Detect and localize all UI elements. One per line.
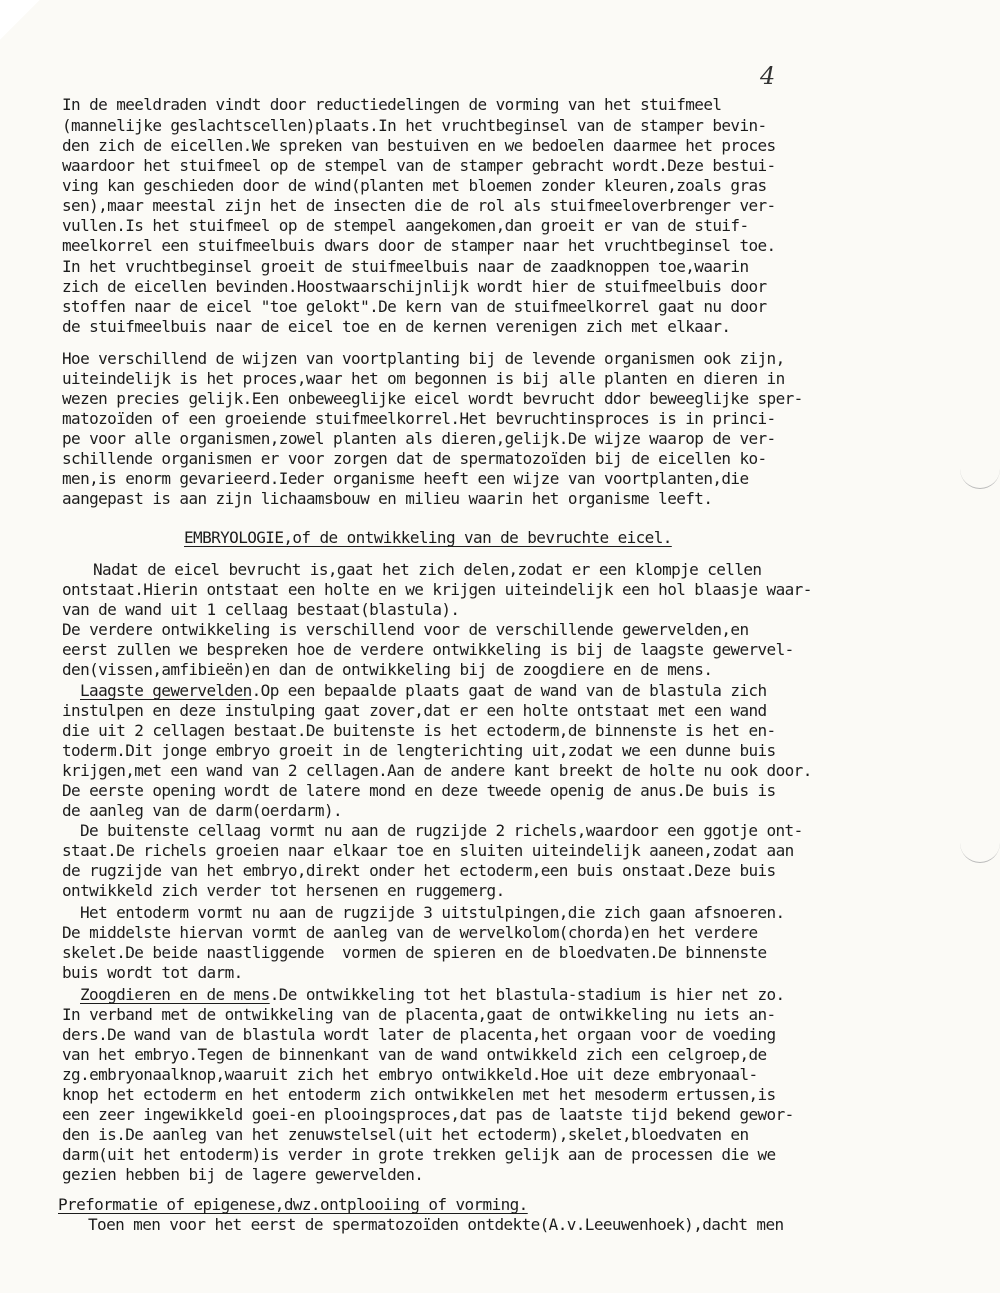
text-line: den is.De aanleg van het zenuwstelsel(uit het ectoderm),skelet,bloedvaten en <box>62 1125 749 1144</box>
text-line: buis wordt tot darm. <box>62 963 243 982</box>
text-line: uiteindelijk is het proces,waar het om begonnen is bij alle planten en dieren in <box>62 369 785 388</box>
text-line: In verband met de ontwikkeling van de placenta,gaat de ontwikkeling nu iets an- <box>62 1005 776 1024</box>
text-line: schillende organismen er voor zorgen dat de spermatozoïden bij de eicellen ko- <box>62 449 767 468</box>
text-line: De buitenste cellaag vormt nu aan de rugzijde 2 richels,waardoor een ggotje ont- <box>80 821 803 840</box>
punch-hole-mark <box>960 468 1000 489</box>
text-line: de rugzijde van het embryo,direkt onder het ectoderm,een buis onstaat.Deze buis <box>62 861 776 880</box>
page-number: 4 <box>760 62 776 90</box>
text-line: van de wand uit 1 cellaag bestaat(blastula). <box>62 600 460 619</box>
text-line: instulpen en deze instulping gaat zover,dat er een holte ontstaat met een wand <box>62 701 767 720</box>
section-heading: Zoogdieren en de mens <box>80 985 270 1004</box>
page-corner <box>0 0 40 40</box>
text-line: pe voor alle organismen,zowel planten als dieren,gelijk.De wijze waarop de ver- <box>62 429 776 448</box>
text-line: den zich de eicellen.We spreken van bestuiven en we bedoelen daarmee het proces <box>62 136 776 155</box>
text-line: vullen.Is het stuifmeel op de stempel aangekomen,dan groeit er van de stuif- <box>62 216 749 235</box>
text-line: In het vruchtbeginsel groeit de stuifmeelbuis naar de zaadknoppen toe,waarin <box>62 257 749 276</box>
text-line: de stuifmeelbuis naar de eicel toe en de kernen verenigen zich met elkaar. <box>62 317 731 336</box>
text-line: toderm.Dit jonge embryo groeit in de lengterichting uit,zodat we een dunne buis <box>62 741 776 760</box>
text-line: sen),maar meestal zijn het de insecten die de rol als stuifmeeloverbrenger ver- <box>62 196 776 215</box>
text-line: zg.embryonaalknop,waaruit zich het embryo ontwikkeld.Hoe uit deze embryonaal- <box>62 1065 758 1084</box>
text-line: van het embryo.Tegen de binnenkant van de wand ontwikkeld zich een celgroep,de <box>62 1045 767 1064</box>
text-line: ders.De wand van de blastula wordt later de placenta,het orgaan voor de voeding <box>62 1025 776 1044</box>
text-line: wezen precies gelijk.Een onbeweeglijke eicel wordt bevrucht ddor beweeglijke sper- <box>62 389 803 408</box>
text-line: Hoe verschillend de wijzen van voortplanting bij de levende organismen ook zijn, <box>62 349 785 368</box>
text-line: (mannelijke geslachtscellen)plaats.In het vruchtbeginsel van de stamper bevin- <box>62 116 767 135</box>
text-line: De middelste hiervan vormt de aanleg van de wervelkolom(chorda)en het verdere <box>62 923 758 942</box>
text-line: krijgen,met een wand van 2 cellagen.Aan de andere kant breekt de holte nu ook door. <box>62 761 812 780</box>
text-line: De verdere ontwikkeling is verschillend voor de verschillende gewervelden,en <box>62 620 749 639</box>
section-heading: Laagste gewervelden <box>80 681 252 700</box>
text-line: skelet.De beide naastliggende vormen de spieren en de bloedvaten.De binnenste <box>62 943 767 962</box>
text-line: Preformatie of epigenese,dwz.ontplooiing of vorming. <box>58 1195 528 1214</box>
text-line: waardoor het stuifmeel op de stempel van de stamper gebracht wordt.Deze bestui- <box>62 156 776 175</box>
text-line: ontwikkeld zich verder tot hersenen en ruggemerg. <box>62 881 505 900</box>
text-line: meelkorrel een stuifmeelbuis dwars door de stamper naar het vruchtbeginsel toe. <box>62 236 776 255</box>
text-line: de aanleg van de darm(oerdarm). <box>62 801 343 820</box>
text-line: ontstaat.Hierin ontstaat een holte en we krijgen uiteindelijk een hol blaasje waar- <box>62 580 812 599</box>
text-line: eerst zullen we bespreken hoe de verdere ontwikkeling is bij de laagste gewervel- <box>62 640 794 659</box>
text-line: een zeer ingewikkeld goei-en plooingsproces,dat pas de laatste tijd bekend gewor- <box>62 1105 794 1124</box>
text-line: In de meeldraden vindt door reductiedelingen de vorming van het stuifmeel <box>62 95 722 114</box>
text-line: Nadat de eicel bevrucht is,gaat het zich delen,zodat er een klompje cellen <box>93 560 762 579</box>
text-line: knop het ectoderm en het entoderm zich ontwikkelen met het mesoderm ertussen,is <box>62 1085 776 1104</box>
text-line: den(vissen,amfibieën)en dan de ontwikkeling bij de zoogdiere en de mens. <box>62 660 713 679</box>
text-line: aangepast is aan zijn lichaamsbouw en milieu waarin het organisme leeft. <box>62 489 713 508</box>
text-line: die uit 2 cellagen bestaat.De buitenste is het ectoderm,de binnenste is het en- <box>62 721 776 740</box>
text-line: staat.De richels groeien naar elkaar toe en sluiten uiteindelijk aaneen,zodat aan <box>62 841 794 860</box>
text-line: De eerste opening wordt de latere mond en deze tweede openig de anus.De buis is <box>62 781 776 800</box>
text-line: ving kan geschieden door de wind(planten met bloemen zonder kleuren,zoals gras <box>62 176 767 195</box>
text-line: EMBRYOLOGIE,of de ontwikkeling van de bevruchte eicel. <box>184 528 672 547</box>
text-line: Toen men voor het eerst de spermatozoïden ontdekte(A.v.Leeuwenhoek),dacht men <box>88 1215 784 1234</box>
text-line: men,is enorm gevarieerd.Ieder organisme heeft een wijze van voortplanten,die <box>62 469 749 488</box>
punch-hole-mark <box>960 842 1000 863</box>
text-line: stoffen naar de eicel "toe gelokt".De kern van de stuifmeelkorrel gaat nu door <box>62 297 767 316</box>
text-line: zich de eicellen bevinden.Hoostwaarschijnlijk wordt hier de stuifmeelbuis door <box>62 277 767 296</box>
text-line: matozoïden of een groeiende stuifmeelkorrel.Het bevruchtinsproces is in princi- <box>62 409 776 428</box>
text-line: Laagste gewervelden.Op een bepaalde plaats gaat de wand van de blastula zich <box>80 681 767 700</box>
text-line: Het entoderm vormt nu aan de rugzijde 3 uitstulpingen,die zich gaan afsnoeren. <box>80 903 785 922</box>
text-line: gezien hebben bij de lagere gewervelden. <box>62 1165 424 1184</box>
text-line: darm(uit het entoderm)is verder in grote trekken gelijk aan de processen die we <box>62 1145 776 1164</box>
text-line: Zoogdieren en de mens.De ontwikkeling tot het blastula-stadium is hier net zo. <box>80 985 785 1004</box>
